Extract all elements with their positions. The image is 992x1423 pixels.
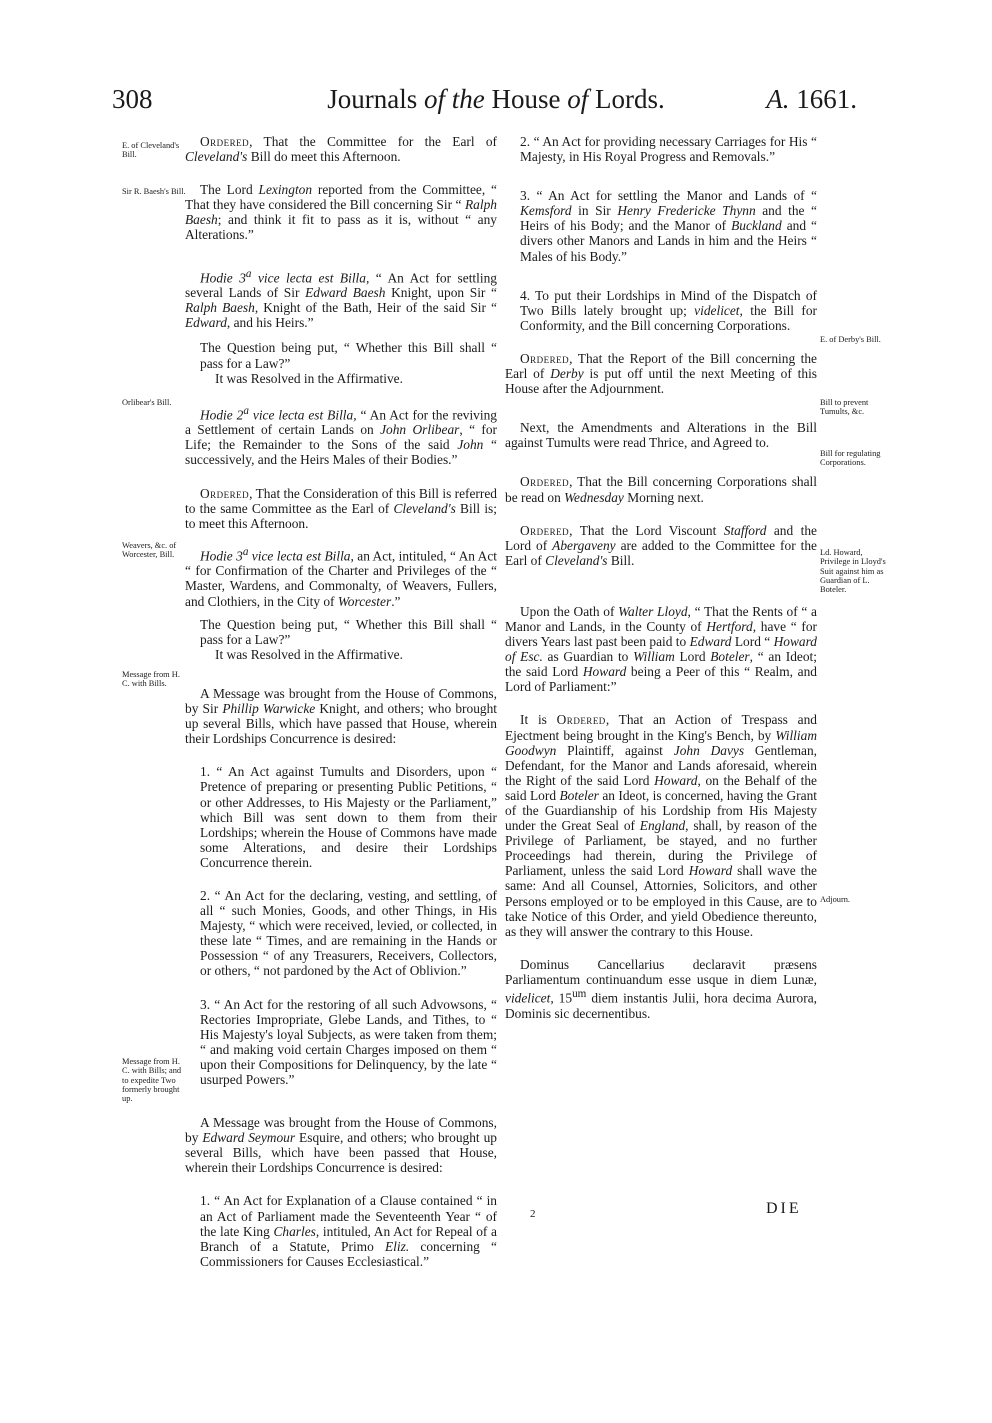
paragraph: The Lord Lexington reported from the Committee, “ That they have considered the Bill concerning Sir “ Ralph Baesh; and think it fit to pass as it is, without “ any Alterations.”	[185, 182, 497, 243]
bill-item: 2. “ An Act for the declaring, vesting, and settling, of all “ such Monies, Goods, and other Things, in His Majesty, “ which were received, levied, or collected, in these late “ Times, and are remaining in the Hands or Possession “ of any Treasurers, Receivers, Collectors, or others, “ not pardoned by the Act of Oblivion.”	[200, 887, 497, 979]
margin-note-weavers: Weavers, &c. of Worcester, Bill.	[122, 541, 177, 560]
margin-note-corporations: Bill for regulating Corporations.	[820, 449, 881, 468]
resolution: It was Resolved in the Affirmative.	[215, 370, 403, 386]
running-title: Journals of the House of Lords.	[327, 84, 665, 114]
resolution: It was Resolved in the Affirmative.	[215, 646, 403, 662]
paragraph: Hodie 3$^a$ vice lecta est Billa, an Act, intituled, “ An Act “ for Confirmation of the Charter and Privileges of the “ Master, Wardens, and Commonalty, of Weavers, Fullers, and Clothiers, in the City of Worcester.”	[185, 545, 497, 609]
page-header	[0, 84, 992, 124]
bill-item: 3. “ An Act for the restoring of all such Advowsons, “ Rectories Impropriate, Glebe Lands, and Tithes, to “ His Majesty's loyal Subjects, as were taken from them; “ and making void certain Charges imposed on them “ upon their Compositions for Delinquency, by the late “ usurped Powers.”	[200, 996, 497, 1087]
margin-note-cleveland: E. of Cleveland's Bill.	[122, 141, 180, 160]
margin-note-adjourn: Adjourn.	[820, 895, 851, 904]
margin-note-message-2: Message from H. C. with Bills; and to expedite Two formerly brought up.	[122, 1057, 182, 1104]
paragraph: Hodie 2$^a$ vice lecta est Billa, “ An Act for the reviving a Settlement of certain Lands on John Orlibear, “ for Life; the Remainder to the Sons of the said John “ successively, and the Heirs Males of their Bodies.”	[185, 404, 498, 468]
margin-note-tumults: Bill to prevent Tumults, &c.	[820, 398, 869, 417]
paragraph: Ordered, That the Committee for the Earl of Cleveland's Bill do meet this Afternoon.	[185, 134, 497, 165]
bill-item: 1. “ An Act for Explanation of a Clause contained “ in an Act of Parliament made the Seventeenth Year “ of the late King Charles, intituled, An Act for Repeal of a Branch of a Statute, Primo Eliz. concerning “ Commissioners for Causes Ecclesiastical.”	[200, 1193, 497, 1269]
paragraph: A Message was brought from the House of Commons, by Sir Phillip Warwicke Knight, and others; who brought up several Bills, which have passed that House, wherein their Lordships Concurrence is desired:	[185, 685, 497, 747]
margin-note-orlibear: Orlibear's Bill.	[122, 398, 172, 407]
margin-note-howard: Ld. Howard, Privilege in Lloyd's Suit against him as Guardian of L. Boteler.	[820, 548, 886, 595]
page-number: 308	[112, 84, 153, 114]
left-column	[185, 134, 497, 1269]
bill-item: 2. “ An Act for providing necessary Carriages for His “ Majesty, in His Royal Progress and Removals.”	[520, 134, 817, 165]
paragraph: Ordered, That the Bill concerning Corporations shall be read on Wednesday Morning next.	[505, 474, 817, 505]
paragraph: Ordered, That the Consideration of this Bill is referred to the same Committee as the Earl of Cleveland's Bill is; to meet this Afternoon.	[185, 485, 497, 531]
right-column	[505, 134, 817, 1021]
paragraph: Upon the Oath of Walter Lloyd, “ That the Rents of “ a Manor and Lands, in the County of Hertford, have “ for divers Years last past been paid to Edward Lord “ Howard of Esc. as Guardian to William Lord Boteler, “ an Ideot; the said Lord Howard being a Peer of this “ Realm, and Lord of Parliament:”	[505, 603, 817, 695]
catchword: DIE	[766, 1200, 802, 1217]
bill-item: 3. “ An Act for settling the Manor and Lands of “ Kemsford in Sir Henry Fredericke Thynn and the “ Heirs of his Body; and the Manor of Buckland and “ divers other Manors and Lands in him and the Heirs “ Males of his Body.”	[520, 188, 817, 264]
paragraph: A Message was brought from the House of Commons, by Edward Seymour Esquire, and others; who brought up several Bills, which have been passed that House, wherein their Lordships Concurrence is desired:	[185, 1115, 497, 1176]
bill-item: 1. “ An Act against Tumults and Disorders, upon “ Pretence of preparing or presenting Public Petitions, “ or other Addresses, to His Majesty or the Parliament,” which Bill was sent down to them from their Lordships; wherein the House of Commons have made some Alterations, and desire their Lordships Concurrence therein.	[200, 764, 497, 870]
signature-mark: 2	[530, 1208, 536, 1220]
paragraph: Next, the Amendments and Alterations in the Bill against Tumults were read Thrice, and Agreed to.	[505, 420, 817, 451]
question-put: The Question being put, “ Whether this Bill shall “ pass for a Law?”	[200, 616, 497, 647]
paragraph: Ordered, That the Report of the Bill concerning the Earl of Derby is put off until the next Meeting of this House after the Adjournment.	[505, 350, 817, 397]
page-year: A. 1661.	[766, 84, 857, 114]
bill-item: 4. To put their Lordships in Mind of the Dispatch of Two Bills lately brought up; videlicet, the Bill for Conformity, and the Bill concerning Corporations.	[520, 287, 817, 333]
adjournment-paragraph: Dominus Cancellarius declaravit præsens Parliamentum continuandum esse usque in diem Lunæ, videlicet, $15^{um}$ diem instantis Julii, hora decima Aurora, Dominis sic decernentibus.	[505, 956, 817, 1021]
margin-note-message-1: Message from H. C. with Bills.	[122, 670, 180, 689]
margin-note-derby: E. of Derby's Bill.	[820, 335, 881, 344]
question-put: The Question being put, “ Whether this Bill shall “ pass for a Law?”	[200, 340, 497, 371]
paragraph: Ordered, That the Lord Viscount Stafford and the Lord of Abergaveny are added to the Committee for the Earl of Cleveland's Bill.	[505, 522, 817, 568]
paragraph: Hodie 3$^a$ vice lecta est Billa, “ An Act for settling several Lands of Sir Edward Baesh Knight, upon Sir “ Ralph Baesh, Knight of the Bath, Heir of the said Sir “ Edward, and his Heirs.”	[185, 267, 498, 331]
paragraph: It is Ordered, That an Action of Trespass and Ejectment being brought in the King's Bench, by William Goodwyn Plaintiff, against John Davys Gentleman, Defendant, for the Manor and Lands aforesaid, wherein the Right of the said Lord Howard, on the Behalf of the said Lord Boteler an Ideot, is concerned, having the Grant of the Guardianship of his Lordship from His Majesty under the Great Seal of England, shall, by reason of the Privilege of Parliament, be stayed, and no further Proceedings had therein, during the Privilege of Parliament, unless the said Lord Howard shall wave the same: And all Counsel, Attornies, Solicitors, and other Persons employed or to be employed in this Cause, are to take Notice of this Order, and yield Obedience thereunto, as they will answer the contrary to this House.	[505, 712, 818, 939]
margin-note-baesh: Sir R. Baesh's Bill.	[122, 187, 186, 196]
